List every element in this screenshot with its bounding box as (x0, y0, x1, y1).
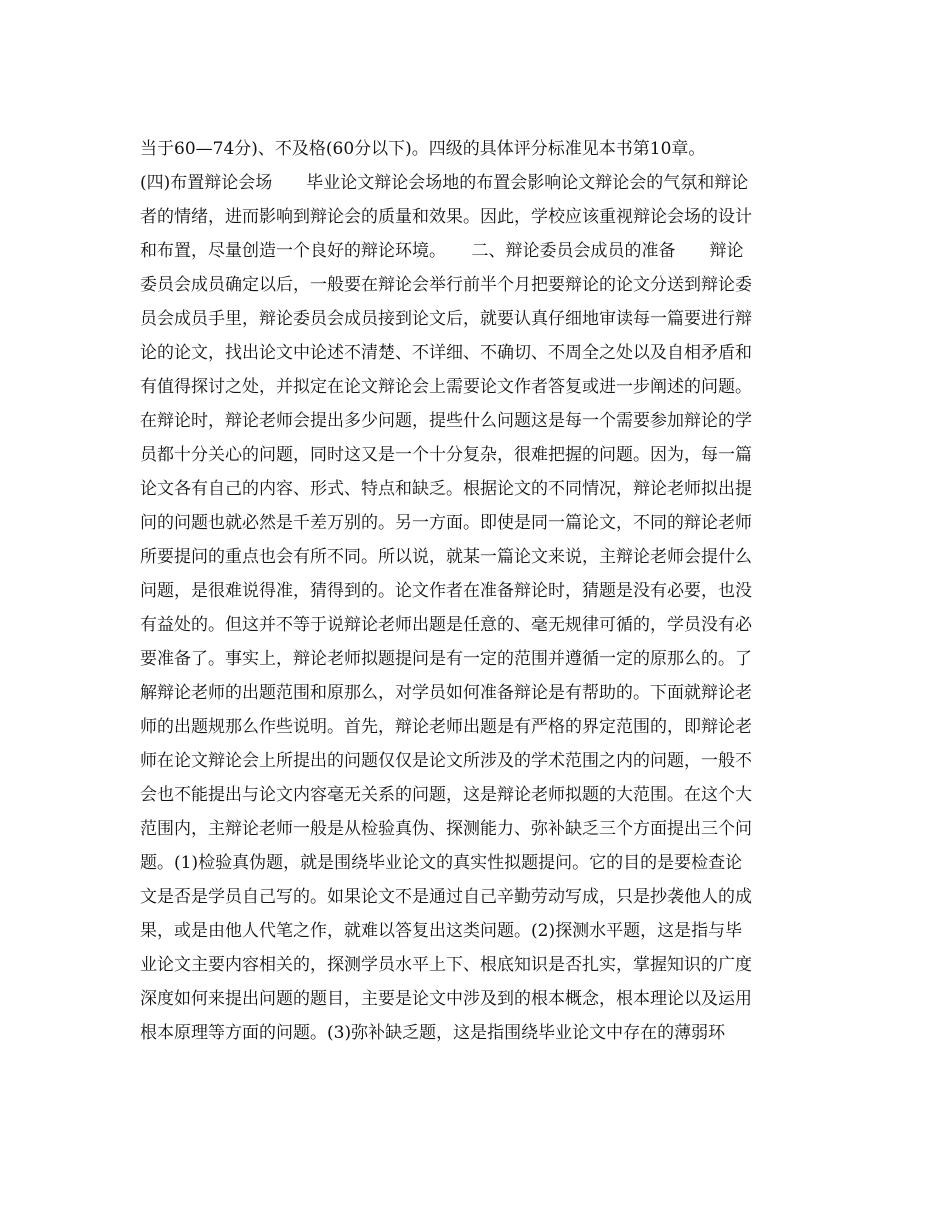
text-line: 要准备了。事实上，辩论老师拟题提问是有一定的范围并遵循一定的原那么的。了 (140, 649, 752, 669)
text-line: 解辩论老师的出题范围和原那么，对学员如何准备辩论是有帮助的。下面就辩论老 (140, 683, 752, 703)
text-line: 在辩论时，辩论老师会提出多少问题，提些什么问题这是每一个需要参加辩论的学 (140, 411, 752, 431)
text-line: 员都十分关心的问题，同时这又是一个十分复杂，很难把握的问题。因为，每一篇 (140, 445, 752, 465)
text-line: 员会成员手里，辩论委员会成员接到论文后，就要认真仔细地审读每一篇要进行辩 (140, 309, 752, 329)
text-line: 和布置，尽量创造一个良好的辩论环境。 二、辩论委员会成员的准备 辩论 (140, 241, 744, 261)
body-text (140, 132, 816, 1050)
text-line: 者的情绪，进而影响到辩论会的质量和效果。因此，学校应该重视辩论会场的设计 (140, 207, 752, 227)
text-line: 有益处的。但这并不等于说辩论老师出题是任意的、毫无规律可循的，学员没有必 (140, 615, 752, 635)
text-line: 所要提问的重点也会有所不同。所以说，就某一篇论文来说，主辩论老师会提什么 (140, 547, 752, 567)
text-line: 文是否是学员自己写的。如果论文不是通过自己辛勤劳动写成，只是抄袭他人的成 (140, 887, 752, 907)
text-line: 问的问题也就必然是千差万别的。另一方面。即使是同一篇论文，不同的辩论老师 (140, 513, 752, 533)
text-line: 问题，是很难说得准，猜得到的。论文作者在准备辩论时，猜题是没有必要，也没 (140, 581, 752, 601)
text-line: 根本原理等方面的问题。(3)弥补缺乏题，这是指围绕毕业论文中存在的薄弱环 (140, 1023, 726, 1043)
text-line: 有值得探讨之处，并拟定在论文辩论会上需要论文作者答复或进一步阐述的问题。 (140, 377, 752, 397)
text-line: 师在论文辩论会上所提出的问题仅仅是论文所涉及的学术范围之内的问题，一般不 (140, 751, 752, 771)
text-line: 委员会成员确定以后，一般要在辩论会举行前半个月把要辩论的论文分送到辩论委 (140, 275, 752, 295)
text-line: 论文各有自己的内容、形式、特点和缺乏。根据论文的不同情况，辩论老师拟出提 (140, 479, 752, 499)
text-line: 范围内，主辩论老师一般是从检验真伪、探测能力、弥补缺乏三个方面提出三个问 (140, 819, 752, 839)
text-line: 会也不能提出与论文内容毫无关系的问题，这是辩论老师拟题的大范围。在这个大 (140, 785, 752, 805)
text-line: 当于60—74分)、不及格(60分以下)。四级的具体评分标准见本书第10章。 (140, 139, 706, 159)
text-line: 论的论文，找出论文中论述不清楚、不详细、不确切、不周全之处以及自相矛盾和 (140, 343, 752, 363)
text-line: 果，或是由他人代笔之作，就难以答复出这类问题。(2)探测水平题，这是指与毕 (140, 921, 743, 941)
text-line: 业论文主要内容相关的，探测学员水平上下、根底知识是否扎实，掌握知识的广度 (140, 955, 752, 975)
text-line: 深度如何来提出问题的题目，主要是论文中涉及到的根本概念，根本理论以及运用 (140, 989, 752, 1009)
text-line: 师的出题规那么作些说明。首先，辩论老师出题是有严格的界定范围的，即辩论老 (140, 717, 752, 737)
text-line: (四)布置辩论会场 毕业论文辩论会场地的布置会影响论文辩论会的气氛和辩论 (140, 173, 749, 193)
text-line: 题。(1)检验真伪题，就是围绕毕业论文的真实性拟题提问。它的目的是要检查论 (140, 853, 743, 873)
